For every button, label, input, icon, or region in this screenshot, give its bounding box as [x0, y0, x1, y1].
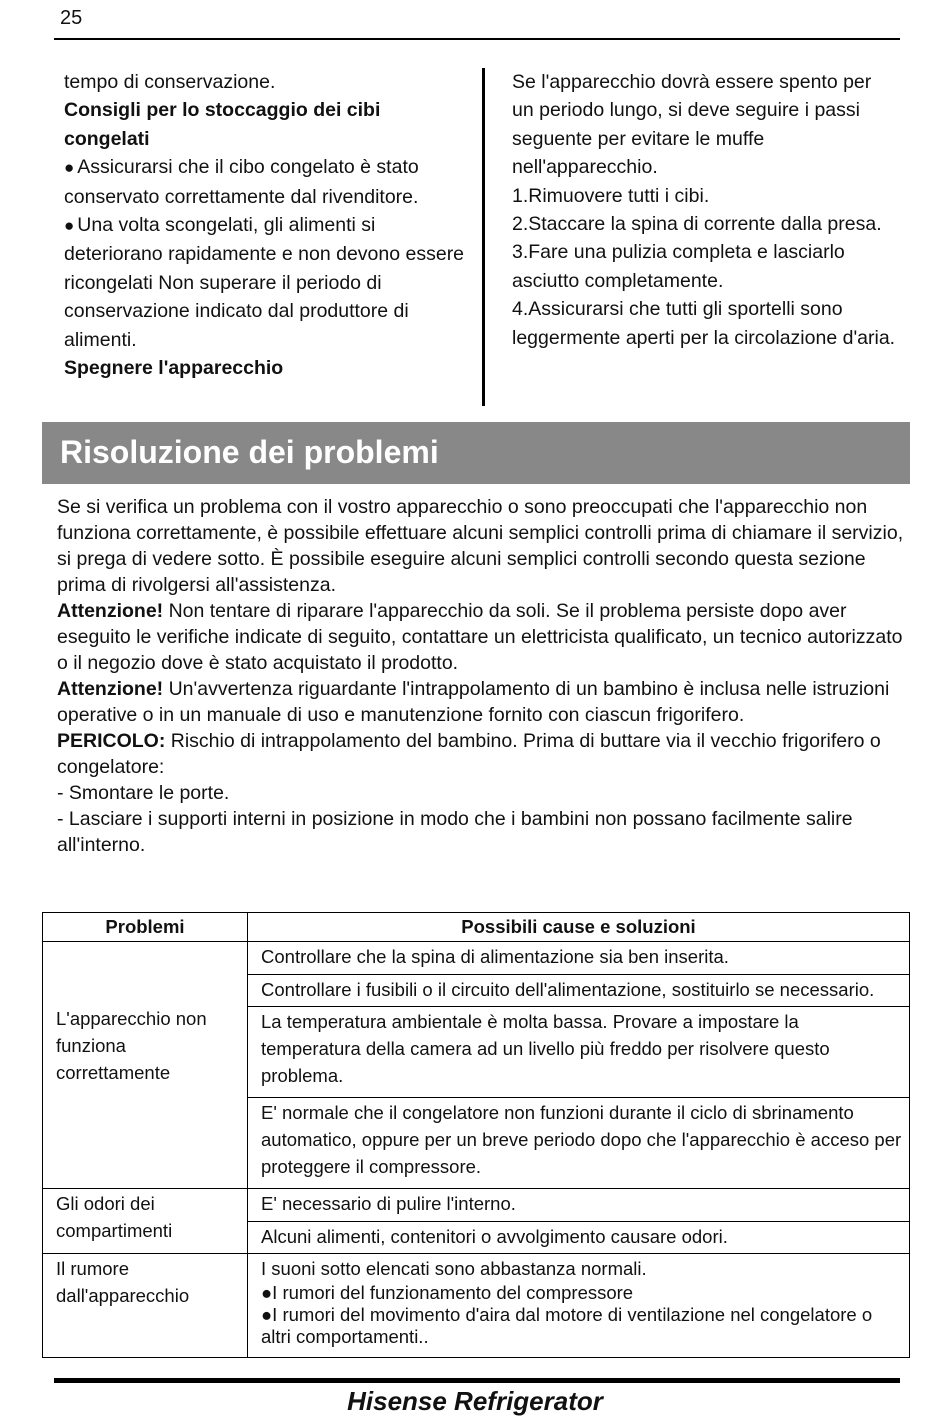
intro-paragraph: Se si verifica un problema con il vostro apparecchio o sono preoccupati che l'apparecchio non funziona correttamente, è possibile effettuare alcuni semplici controlli prima di chiamare il servizio, si prega di vedere sotto. È possibile eseguire alcuni semplici controlli secondo questa sezione prima di rivolgersi all'assistenza.: [57, 496, 904, 596]
solution-cell: Controllare che la spina di alimentazione sia ben inserita.: [248, 942, 910, 975]
intro-text: [57, 494, 907, 858]
list-item: - Smontare le porte.: [57, 782, 230, 804]
warning-text: Non tentare di riparare l'apparecchio da soli. Se il problema persiste dopo aver eseguito le verifiche indicate di seguito, contattare un elettricista qualificato, un tecnico autorizzato o il negozio dove è stato acquistato il prodotto.: [57, 600, 903, 674]
danger-paragraph: [57, 728, 907, 780]
table-row: [43, 1254, 910, 1358]
header-problems: Problemi: [43, 913, 248, 942]
table-header-row: [43, 913, 910, 942]
step-item: 4.Assicurarsi che tutti gli sportelli sono leggermente aperti per la circolazione d'aria.: [512, 298, 896, 349]
danger-label: PERICOLO:: [57, 730, 166, 752]
warning-label: Attenzione!: [57, 600, 164, 622]
switch-off-heading: Spegnere l'apparecchio: [64, 357, 284, 380]
right-text: Se l'apparecchio dovrà essere spento per un periodo lungo, si deve seguire i passi seguente per evitare le muffe nell'apparecchio.: [512, 71, 872, 179]
header-solutions: Possibili cause e soluzioni: [248, 913, 910, 942]
list-item: - Lasciare i supporti interni in posizione in modo che i bambini non possano facilmente salire all'interno.: [57, 808, 853, 856]
section-banner: [42, 422, 910, 484]
problem-cell: L'apparecchio non funziona correttamente: [43, 942, 248, 1189]
troubleshooting-table: [42, 912, 910, 1358]
left-text: tempo di conservazione.: [64, 71, 276, 93]
right-column: [512, 68, 898, 352]
bullet-item: ● Assicurarsi che il cibo congelato è stato conservato correttamente dal rivenditore.: [64, 153, 470, 211]
left-column: [64, 68, 470, 382]
solution-cell: [248, 1254, 910, 1358]
problem-cell: Gli odori dei compartimenti: [43, 1189, 248, 1254]
step-item: 1.Rimuovere tutti i cibi.: [512, 184, 710, 207]
solution-cell: E' normale che il congelatore non funzioni durante il ciclo di sbrinamento automatico, oppure per un breve periodo dopo che l'apparecchio è acceso per proteggere il compressore.: [248, 1098, 910, 1189]
warning-paragraph: [57, 676, 907, 728]
warning-text: Un'avvertenza riguardante l'intrappolamento di un bambino è inclusa nelle istruzioni operative o in un manuale di uso e manutenzione fornito con ciascun frigorifero.: [57, 678, 890, 726]
bullet-item: ● Una volta scongelati, gli alimenti si deteriorano rapidamente e non devono essere ricongelati Non superare il periodo di conservazione indicato dal produttore di alimenti.: [64, 211, 470, 354]
step-item: 3.Fare una pulizia completa e lasciarlo asciutto completamente.: [512, 241, 845, 292]
solution-cell: Controllare i fusibili o il circuito dell'alimentazione, sostituirlo se necessario.: [248, 974, 910, 1007]
solution-cell: E' necessario di pulire l'interno.: [248, 1189, 910, 1222]
solution-line: ●I rumori del movimento d'aira dal motore di ventilazione nel congelatore o altri comportamenti..: [261, 1304, 873, 1347]
solution-cell: La temperatura ambientale è molta bassa. Provare a impostare la temperatura della camera ad un livello più freddo per risolvere questo problema.: [248, 1007, 910, 1098]
footer-brand: Hisense Refrigerator: [347, 1386, 603, 1416]
footer-rule: [54, 1378, 900, 1383]
section-title: Risoluzione dei problemi: [60, 434, 439, 470]
problem-cell: Il rumore dall'apparecchio: [43, 1254, 248, 1358]
table-row: [43, 1189, 910, 1222]
table-row: [43, 942, 910, 975]
solution-cell: Alcuni alimenti, contenitori o avvolgimento causare odori.: [248, 1221, 910, 1254]
solution-line: I suoni sotto elencati sono abbastanza normali.: [261, 1258, 647, 1279]
step-item: 2.Staccare la spina di corrente dalla presa.: [512, 213, 882, 236]
danger-text: Rischio di intrappolamento del bambino. Prima di buttare via il vecchio frigorifero o congelatore:: [57, 730, 881, 778]
column-divider: [482, 68, 485, 406]
storage-tips-heading: Consigli per lo stoccaggio dei cibi congelati: [64, 99, 381, 150]
warning-label: Attenzione!: [57, 678, 164, 700]
page-number: 25: [60, 7, 83, 29]
solution-line: ●I rumori del funzionamento del compressore: [261, 1282, 634, 1303]
header-rule: [54, 38, 900, 40]
warning-paragraph: [57, 598, 907, 676]
